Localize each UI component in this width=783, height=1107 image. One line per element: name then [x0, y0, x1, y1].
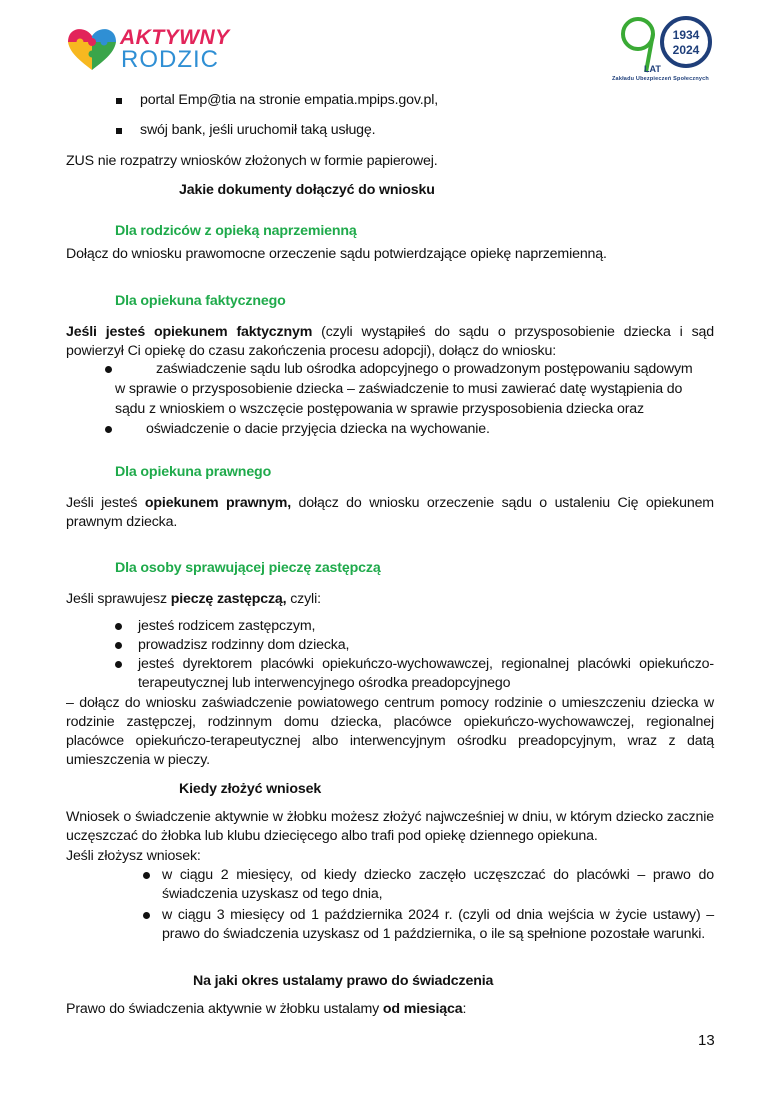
zus-90-years-logo	[612, 14, 716, 84]
paragraph: Prawo do świadczenia aktywnie w żłobku ustalamy od miesiąca:	[66, 1001, 467, 1017]
list-item: w ciągu 2 miesięcy, od kiedy dziecko zaczęło uczęszczać do placówki – prawo do świadczenia uzyskasz od tego dnia,	[162, 867, 714, 902]
square-bullet-icon	[116, 98, 122, 104]
brand-line-2: RODZIC	[121, 46, 219, 73]
brand-line-1: AKTYWNY	[120, 26, 230, 49]
list-item: portal Emp@tia na stronie empatia.mpips.gov.pl,	[140, 92, 439, 108]
aktywny-rodzic-logo	[66, 24, 230, 80]
round-bullet-icon	[115, 661, 122, 668]
zus-note: ZUS nie rozpatrzy wniosków złożonych w formie papierowej.	[66, 153, 438, 169]
round-bullet-icon	[115, 642, 122, 649]
section-heading-period: Na jaki okres ustalamy prawo do świadczenia	[193, 973, 494, 989]
list-item: jesteś rodzicem zastępczym,	[138, 618, 316, 634]
subheading-foster-care: Dla osoby sprawującej pieczę zastępczą	[115, 560, 381, 576]
zus-org-name: Zakładu Ubezpieczeń Społecznych	[612, 76, 709, 82]
subheading-alternating-custody: Dla rodziców z opieką naprzemienną	[115, 223, 357, 239]
page-number: 13	[698, 1032, 715, 1049]
paragraph: Jeśli sprawujesz pieczę zastępczą, czyli:	[66, 591, 321, 607]
round-bullet-icon	[143, 872, 150, 879]
list-item-line: zaświadczenie sądu lub ośrodka adopcyjnego o prowadzonym postępowaniu sądowym	[156, 361, 693, 377]
round-bullet-icon	[115, 623, 122, 630]
subheading-actual-guardian: Dla opiekuna faktycznego	[115, 293, 286, 309]
list-item-line: sądu z wnioskiem o wszczęcie postępowania w sprawie przysposobienia dziecka oraz	[115, 401, 644, 417]
section-heading-when-to-apply: Kiedy złożyć wniosek	[179, 781, 322, 797]
section-heading-documents: Jakie dokumenty dołączyć do wniosku	[179, 182, 435, 198]
paragraph: Wniosek o świadczenie aktywnie w żłobku możesz złożyć najwcześniej w dniu, w którym dziecko zacznie uczęszczać do żłobka lub klubu dziecięcego albo trafi pod opiekę dziennego opiekuna.	[66, 809, 714, 844]
round-bullet-icon	[105, 366, 112, 373]
paragraph: Dołącz do wniosku prawomocne orzeczenie sądu potwierdzające opiekę naprzemienną.	[66, 246, 607, 262]
paragraph: Jeśli złożysz wniosek:	[66, 848, 201, 864]
list-item: w ciągu 3 miesięcy od 1 października 2024 r. (czyli od dnia wejścia w życie ustawy) – prawo do świadczenia uzyskasz od 1 października, o ile są spełnione pozostałe warunki.	[162, 907, 714, 942]
list-item: swój bank, jeśli uruchomił taką usługę.	[140, 122, 376, 138]
list-item: jesteś dyrektorem placówki opiekuńczo-wychowawczej, regionalnej placówki opiekuńczo-terapeutycznej lub interwencyjnego ośrodka preadopcyjnego	[138, 656, 714, 691]
round-bullet-icon	[105, 426, 112, 433]
list-item: oświadczenie o dacie przyjęcia dziecka na wychowanie.	[146, 421, 490, 437]
list-item: prowadzisz rodzinny dom dziecka,	[138, 637, 350, 653]
paragraph: Jeśli jesteś opiekunem prawnym, dołącz do wniosku orzeczenie sądu o ustaleniu Cię opiekunem prawnym dziecka.	[66, 495, 714, 530]
paragraph: – dołącz do wniosku zaświadczenie powiatowego centrum pomocy rodzinie o umieszczeniu dziecka w rodzinie zastępczej, rodzinnym domu dziecka, placówce opiekuńczo-wychowawczej, regionalnej placówce opiekuńczo-terapeutycznej albo interwencyjnym ośrodku preadopcyjnym, wraz z datą umieszczenia w pieczy.	[66, 695, 714, 768]
years-label: 1934 2024	[672, 28, 700, 57]
puzzle-heart-icon	[66, 26, 118, 76]
round-bullet-icon	[143, 912, 150, 919]
paragraph: Jeśli jesteś opiekunem faktycznym (czyli wystąpiłeś do sądu o przysposobienie dziecka i sąd powierzył Ci opiekę do czasu zakończenia procesu adopcji), dołącz do wniosku:	[66, 324, 715, 359]
subheading-legal-guardian: Dla opiekuna prawnego	[115, 464, 272, 480]
list-item-line: w sprawie o przysposobienie dziecka – zaświadczenie to musi zawierać datę wystąpienia do	[115, 381, 683, 397]
square-bullet-icon	[116, 128, 122, 134]
lat-label: LAT	[644, 64, 661, 74]
